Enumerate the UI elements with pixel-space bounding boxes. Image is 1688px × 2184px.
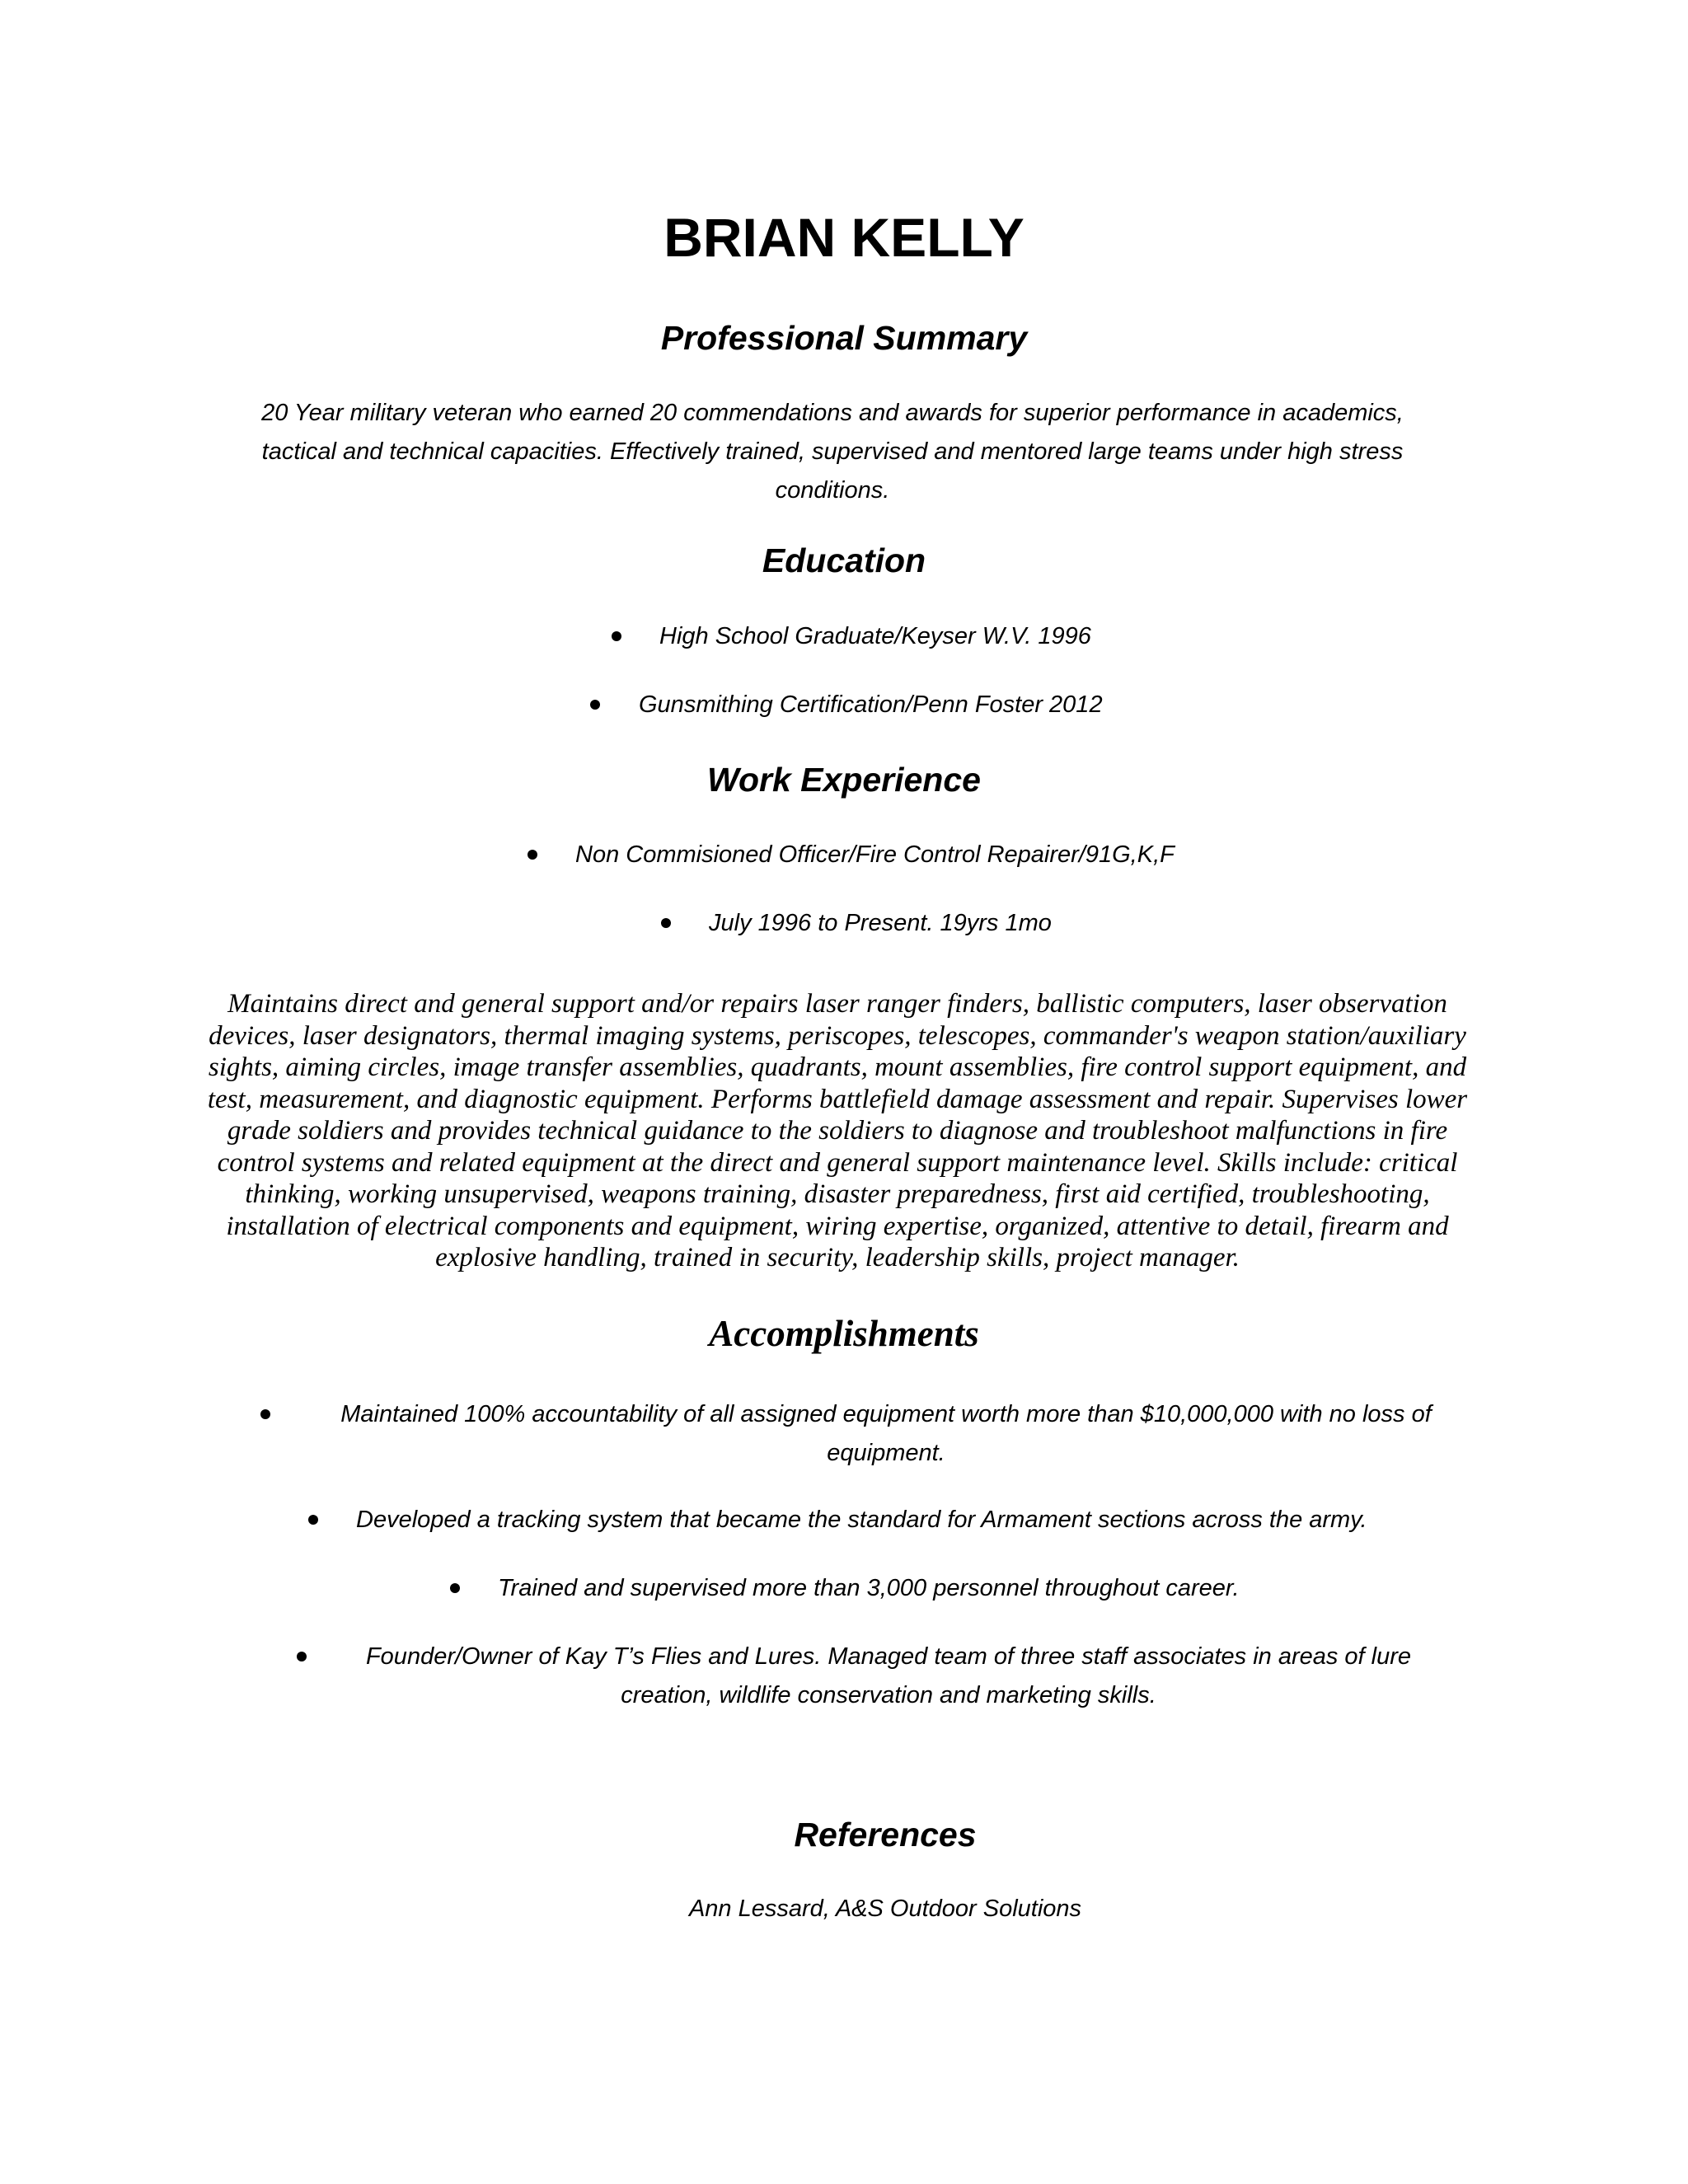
accomplishment-item: Maintained 100% accountability of all assigned equipment worth more than $10,000,000 with no loss of equipment. — [340, 1401, 1432, 1466]
bullet-icon — [612, 631, 621, 641]
education-heading: Education — [762, 541, 926, 579]
bullet-icon — [590, 700, 600, 710]
bullet-icon — [661, 918, 671, 928]
accomplishments-heading: Accomplishments — [709, 1313, 979, 1354]
professional-summary-heading: Professional Summary — [660, 319, 1028, 357]
work-experience-heading: Work Experience — [707, 761, 981, 799]
bullet-icon — [308, 1515, 318, 1525]
reference-item: Ann Lessard, A&S Outdoor Solutions — [688, 1896, 1082, 1922]
accomplishment-item: Developed a tracking system that became the standard for Armament sections across the army. — [356, 1507, 1367, 1533]
education-item: Gunsmithing Certification/Penn Foster 2012 — [639, 691, 1103, 718]
work-experience-item: July 1996 to Present. 19yrs 1mo — [709, 910, 1052, 936]
work-experience-item: Non Commisioned Officer/Fire Control Repairer/91G,K,F — [575, 841, 1175, 868]
bullet-icon — [450, 1583, 460, 1593]
accomplishment-item: Founder/Owner of Kay T’s Flies and Lures. Managed team of three staff associates in areas of lure creation, wildlife conservation and marketing skills. — [365, 1643, 1412, 1708]
bullet-icon — [528, 850, 537, 860]
bullet-icon — [260, 1409, 270, 1419]
candidate-name: BRIAN KELLY — [663, 207, 1025, 268]
education-item: High School Graduate/Keyser W.V. 1996 — [659, 623, 1091, 649]
work-experience-description: Maintains direct and general support and/or repairs laser ranger finders, ballistic computers, laser observation devices, laser designators, thermal imaging systems, periscopes, telescopes, commander's weapon station/auxiliary sights, aiming circles, image transfer assemblies, quadrants, mount assemblies, fire control support equipment, and test, measurement, and diagnostic equipment. Performs battlefield damage assessment and repair. Supervises lower grade soldiers and provides technical guidance to the soldiers to diagnose and troubleshoot malfunctions in fire control systems and related equipment at the direct and general support maintenance level. Skills include: critical thinking, working unsupervised, weapons training, disaster preparedness, first aid certified, troubleshooting, installation of electrical components and equipment, wiring expertise, organized, attentive to detail, firearm and explosive handling, trained in security, leadership skills, project manager. — [207, 989, 1468, 1272]
professional-summary-text: 20 Year military veteran who earned 20 commendations and awards for superior performance in academics, tactical and technical capacities. Effectively trained, supervised and mentored large teams under high stress conditions. — [261, 400, 1404, 504]
references-heading: References — [794, 1816, 977, 1854]
accomplishment-item: Trained and supervised more than 3,000 personnel throughout career. — [498, 1575, 1240, 1601]
bullet-icon — [297, 1652, 307, 1661]
